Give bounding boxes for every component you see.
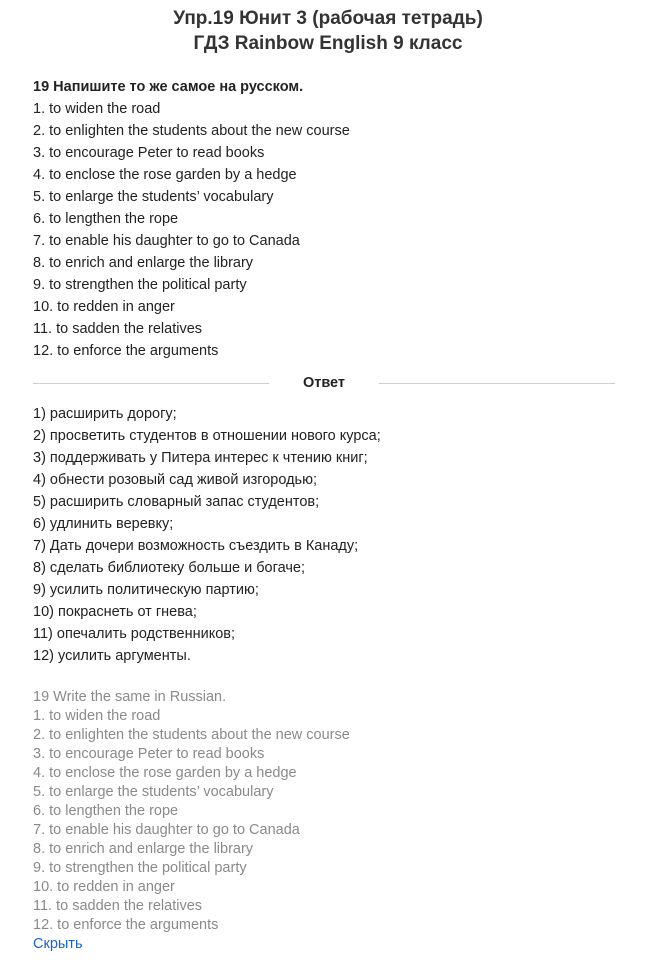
translation-item: 9. to strengthen the political party: [33, 860, 247, 876]
answer-item: 9) усилить политическую партию;: [33, 582, 259, 598]
translation-item: 11. to sadden the relatives: [33, 898, 203, 914]
translation-title: 19 Write the same in Russian.: [33, 689, 227, 705]
answer-item: 12) усилить аргументы.: [33, 648, 191, 664]
divider-line-left: [33, 383, 269, 384]
translation-item: 6. to lengthen the rope: [33, 803, 179, 819]
answer-item: 8) сделать библиотеку больше и богаче;: [33, 560, 305, 576]
task-item: 12. to enforce the arguments: [33, 343, 219, 359]
answer-heading: Ответ: [302, 375, 346, 391]
translation-item: 7. to enable his daughter to go to Canada: [33, 822, 300, 838]
task-item: 6. to lengthen the rope: [33, 211, 179, 227]
page-title-line-2: ГДЗ Rainbow English 9 класс: [193, 33, 463, 54]
answer-item: 2) просветить студентов в отношении нового курса;: [33, 428, 381, 444]
task-section: [33, 76, 633, 362]
divider-line-right: [379, 383, 615, 384]
answer-item: 5) расширить словарный запас студентов;: [33, 494, 320, 510]
task-item: 5. to enlarge the students’ vocabulary: [33, 189, 274, 205]
task-item: 1. to widen the road: [33, 101, 161, 117]
hide-translation-link[interactable]: Скрыть: [33, 936, 83, 952]
answer-item: 4) обнести розовый сад живой изгородью;: [33, 472, 317, 488]
answer-section: [33, 403, 633, 667]
answer-item: 11) опечалить родственников;: [33, 626, 235, 642]
task-item: 2. to enlighten the students about the new course: [33, 123, 350, 139]
answer-item: 10) покраснеть от гнева;: [33, 604, 197, 620]
answer-item: 7) Дать дочери возможность съездить в Канаду;: [33, 538, 359, 554]
answer-item: 6) удлинить веревку;: [33, 516, 174, 532]
task-item: 8. to enrich and enlarge the library: [33, 255, 254, 271]
translation-item: 12. to enforce the arguments: [33, 917, 219, 933]
task-item: 4. to enclose the rose garden by a hedge: [33, 167, 297, 183]
task-title: 19 Напишите то же самое на русском.: [33, 79, 304, 95]
task-item: 3. to encourage Peter to read books: [33, 145, 265, 161]
page-title: [0, 6, 656, 56]
translation-section: [33, 688, 633, 954]
task-item: 9. to strengthen the political party: [33, 277, 247, 293]
task-item: 10. to redden in anger: [33, 299, 175, 315]
translation-item: 10. to redden in anger: [33, 879, 175, 895]
translation-item: 4. to enclose the rose garden by a hedge: [33, 765, 297, 781]
answer-item: 3) поддерживать у Питера интерес к чтению книг;: [33, 450, 368, 466]
answer-divider: [33, 372, 615, 394]
translation-item: 8. to enrich and enlarge the library: [33, 841, 254, 857]
translation-item: 5. to enlarge the students’ vocabulary: [33, 784, 274, 800]
task-item: 7. to enable his daughter to go to Canada: [33, 233, 300, 249]
answer-item: 1) расширить дорогу;: [33, 406, 177, 422]
translation-item: 2. to enlighten the students about the new course: [33, 727, 350, 743]
task-item: 11. to sadden the relatives: [33, 321, 203, 337]
page-title-line-1: Упр.19 Юнит 3 (рабочая тетрадь): [173, 8, 483, 29]
translation-item: 3. to encourage Peter to read books: [33, 746, 265, 762]
translation-item: 1. to widen the road: [33, 708, 161, 724]
